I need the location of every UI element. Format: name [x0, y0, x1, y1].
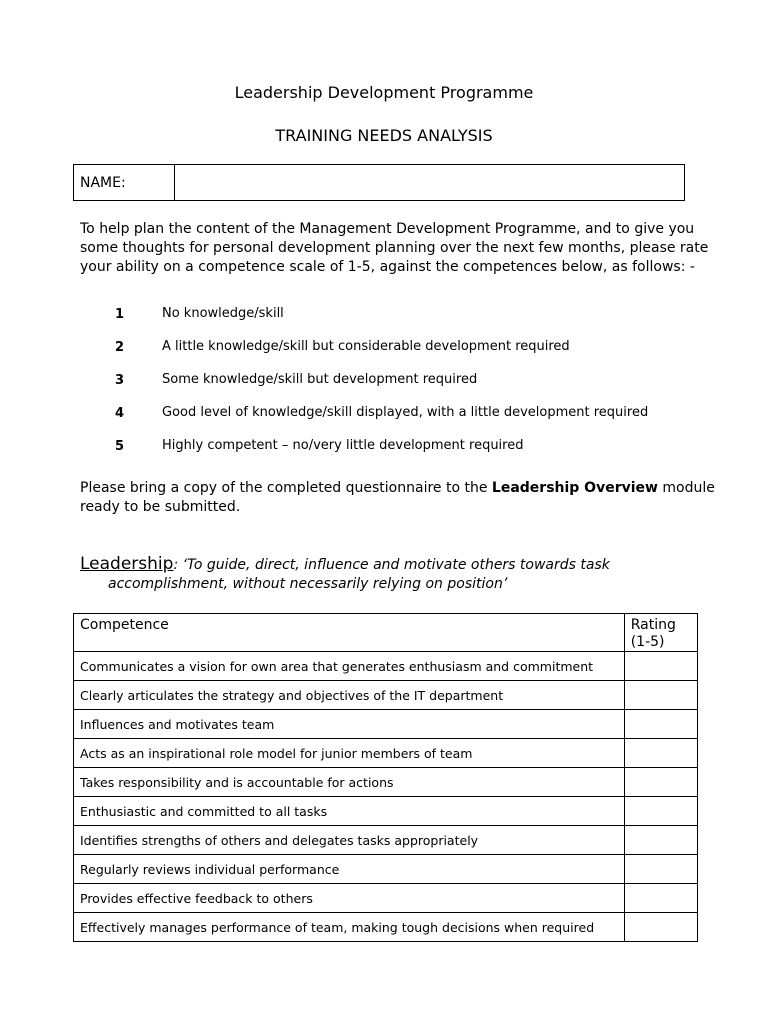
- rating-cell[interactable]: [624, 913, 697, 942]
- table-row: [74, 913, 698, 942]
- section-heading: [80, 555, 720, 594]
- competence-table: [73, 613, 698, 942]
- scale-number: 2: [115, 340, 125, 355]
- rating-header-label: Rating: [630, 617, 676, 633]
- competence-cell: Regularly reviews individual performance: [74, 855, 625, 884]
- rating-header: [624, 614, 697, 652]
- name-field-box: [73, 164, 685, 201]
- table-row: [74, 855, 698, 884]
- scale-description: Some knowledge/skill but development required: [162, 372, 478, 387]
- table-header-row: [74, 614, 698, 652]
- rating-cell[interactable]: [624, 739, 697, 768]
- scale-number: 3: [115, 373, 125, 388]
- section-title: Leadership: [80, 554, 174, 574]
- submission-note-before: Please bring a copy of the completed questionnaire to the: [80, 480, 492, 496]
- table-row: [74, 884, 698, 913]
- competence-cell: Acts as an inspirational role model for junior members of team: [74, 739, 625, 768]
- competence-cell: Communicates a vision for own area that generates enthusiasm and commitment: [74, 652, 625, 681]
- scale-description: Highly competent – no/very little development required: [162, 438, 524, 453]
- scale-description: No knowledge/skill: [162, 306, 284, 321]
- rating-cell[interactable]: [624, 652, 697, 681]
- rating-header-range: (1-5): [630, 634, 665, 650]
- table-row: [74, 681, 698, 710]
- rating-cell[interactable]: [624, 855, 697, 884]
- scale-number: 1: [115, 307, 125, 322]
- scale-number: 5: [115, 439, 125, 454]
- competence-cell: Enthusiastic and committed to all tasks: [74, 797, 625, 826]
- competence-cell: Identifies strengths of others and delegates tasks appropriately: [74, 826, 625, 855]
- rating-cell[interactable]: [624, 710, 697, 739]
- table-row: [74, 652, 698, 681]
- submission-note: [80, 479, 720, 517]
- table-row: [74, 710, 698, 739]
- intro-paragraph: To help plan the content of the Management Development Programme, and to give you some thoughts for personal development planning over the next few months, please rate your ability on a competence scale of 1-5, against the competences below, as follows: -: [80, 221, 709, 275]
- rating-cell[interactable]: [624, 884, 697, 913]
- scale-description: A little knowledge/skill but considerable development required: [162, 339, 570, 354]
- document-subtitle: TRAINING NEEDS ANALYSIS: [275, 126, 493, 145]
- rating-cell[interactable]: [624, 826, 697, 855]
- competence-cell: Takes responsibility and is accountable for actions: [74, 768, 625, 797]
- table-row: [74, 768, 698, 797]
- submission-note-after: module ready to be submitted.: [80, 480, 715, 515]
- competence-cell: Effectively manages performance of team, making tough decisions when required: [74, 913, 625, 942]
- competence-cell: Clearly articulates the strategy and objectives of the IT department: [74, 681, 625, 710]
- name-label: NAME:: [74, 165, 175, 200]
- scale-number: 4: [115, 406, 125, 421]
- rating-cell[interactable]: [624, 768, 697, 797]
- competence-cell: Provides effective feedback to others: [74, 884, 625, 913]
- scale-description: Good level of knowledge/skill displayed, with a little development required: [162, 405, 649, 420]
- document-title: Leadership Development Programme: [234, 83, 534, 102]
- competence-cell: Influences and motivates team: [74, 710, 625, 739]
- table-row: [74, 739, 698, 768]
- section-definition-cont: accomplishment, without necessarily relying on position’: [108, 576, 508, 592]
- table-row: [74, 826, 698, 855]
- competence-header: Competence: [74, 614, 625, 652]
- rating-cell[interactable]: [624, 797, 697, 826]
- table-row: [74, 797, 698, 826]
- rating-cell[interactable]: [624, 681, 697, 710]
- name-input-cell[interactable]: [175, 165, 684, 200]
- section-definition: : ‘To guide, direct, influence and motivate others towards task: [173, 557, 610, 573]
- module-name: Leadership Overview: [491, 480, 658, 496]
